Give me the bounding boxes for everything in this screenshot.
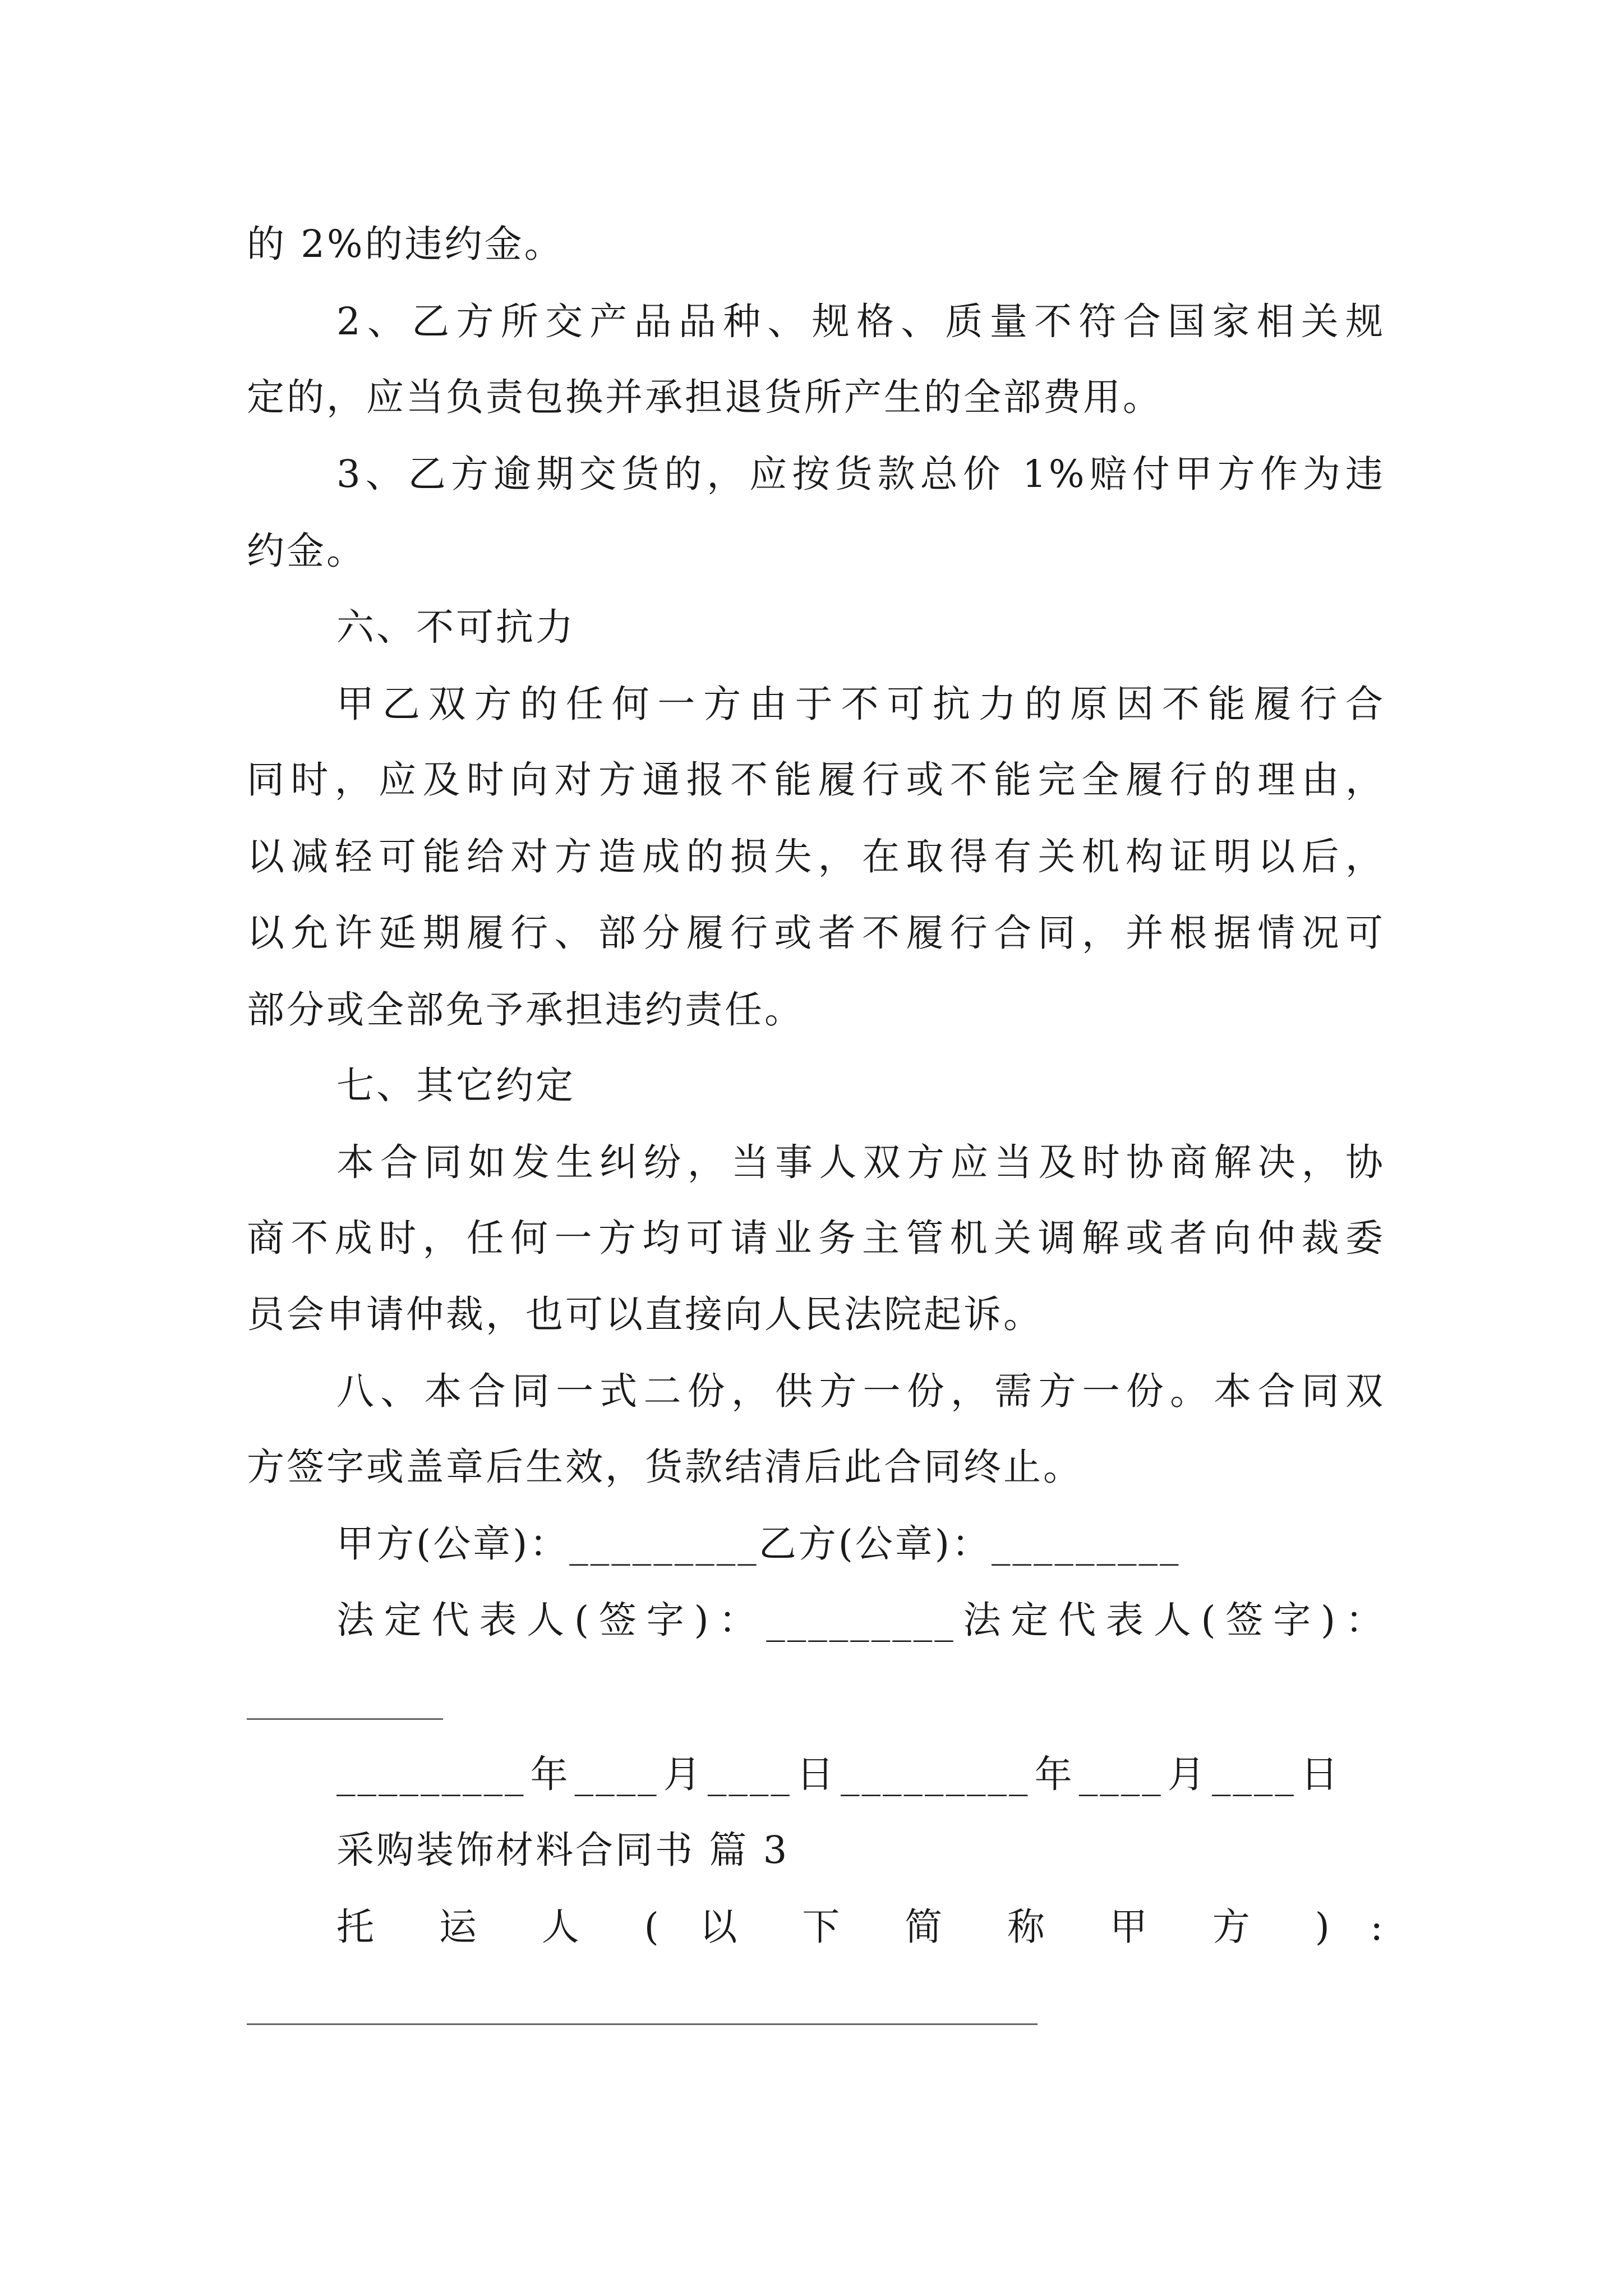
paragraph-line: 方签字或盖章后生效，货款结清后此合同终止。	[247, 1445, 1083, 1489]
paragraph-line: 的 2%的违约金。	[247, 222, 564, 266]
paragraph-line: 甲乙双方的任何一方由于不可抗力的原因不能履行合	[336, 682, 1385, 726]
paragraph-line: 本合同如发生纠纷，当事人双方应当及时协商解决，协	[336, 1140, 1385, 1184]
paragraph-line: 部分或全部免予承担违约责任。	[247, 988, 804, 1032]
consignor-blank-line	[247, 2023, 1038, 2025]
paragraph-line: 定的，应当负责包换并承担退货所产生的全部费用。	[247, 375, 1163, 419]
paragraph-line: 商不成时，任何一方均可请业务主管机关调解或者向仲裁委	[247, 1216, 1385, 1260]
section-title: 采购装饰材料合同书 篇 3	[336, 1828, 790, 1872]
paragraph-line: 托 运 人 ( 以 下 简 称 甲 方 ) :	[336, 1905, 1385, 1949]
paragraph-line: 以允许延期履行、部分履行或者不履行合同，并根据情况可	[247, 911, 1385, 955]
paragraph-line: 以减轻可能给对方造成的损失，在取得有关机构证明以后，	[247, 835, 1385, 878]
paragraph-line: 同时，应及时向对方通报不能履行或不能完全履行的理由，	[247, 758, 1385, 802]
paragraph-line: 八、本合同一式二份，供方一份，需方一份。本合同双	[336, 1369, 1385, 1413]
paragraph-line: 2、乙方所交产品品种、规格、质量不符合国家相关规	[336, 300, 1385, 343]
date-line: _________年____月____日_________年____月____日	[336, 1752, 1340, 1796]
paragraph-line: 3、乙方逾期交货的，应按货款总价 1%赔付甲方作为违	[336, 452, 1385, 496]
section-heading: 七、其它约定	[336, 1064, 575, 1107]
section-heading: 六、不可抗力	[336, 605, 575, 649]
paragraph-line: 员会申请仲裁，也可以直接向人民法院起诉。	[247, 1292, 1043, 1336]
signature-line-seal: 甲方(公章)：_________乙方(公章)：_________	[336, 1522, 1181, 1566]
paragraph-line: 约金。	[247, 529, 366, 573]
signature-line-representative: 法定代表人(签字)：_________法定代表人(签字)：	[336, 1598, 1385, 1642]
signature-blank-line	[247, 1718, 443, 1720]
